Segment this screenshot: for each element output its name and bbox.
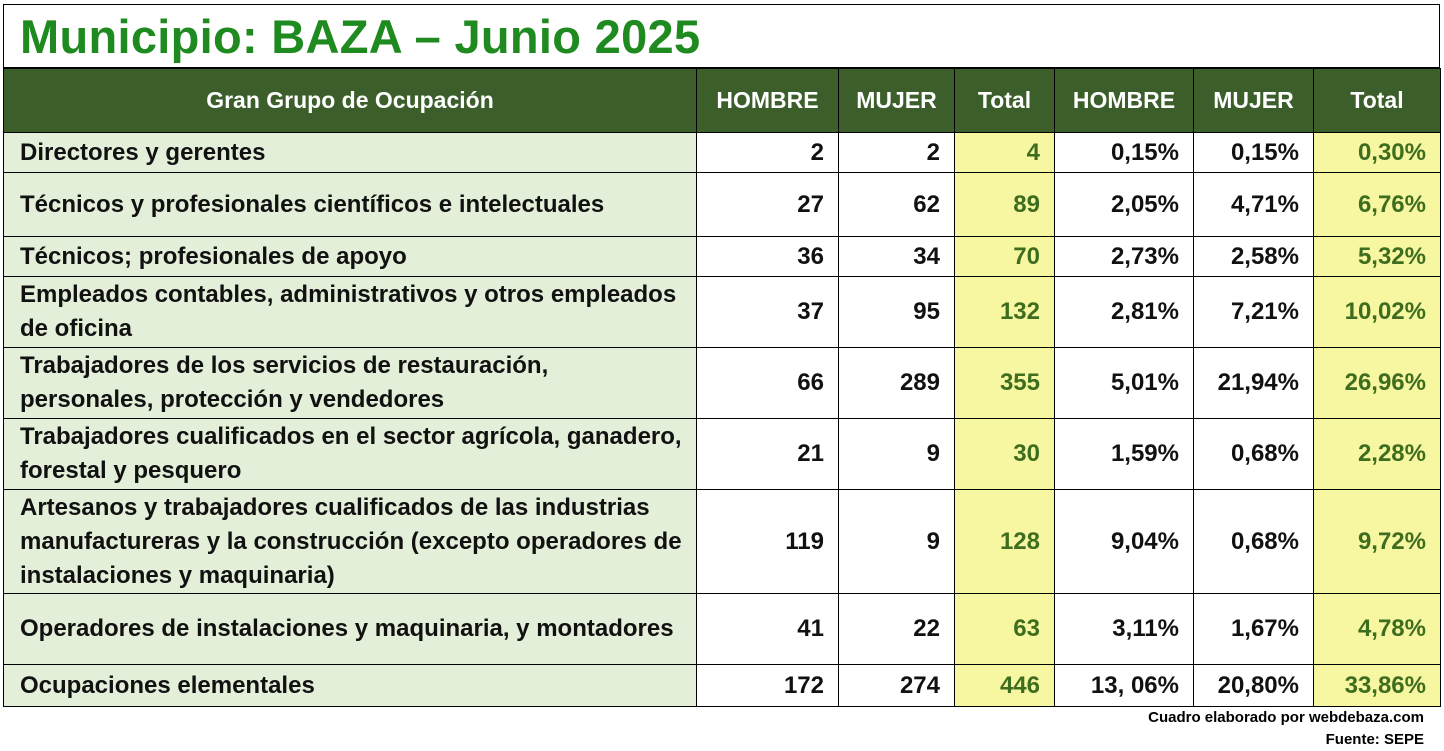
hombre-percent: 0,15% <box>1055 133 1194 173</box>
mujer-percent: 2,58% <box>1194 237 1314 277</box>
column-header: Total <box>955 69 1055 133</box>
total-count: 63 <box>955 594 1055 665</box>
total-percent: 9,72% <box>1314 490 1441 594</box>
hombre-percent: 9,04% <box>1055 490 1194 594</box>
hombre-count: 27 <box>697 173 839 237</box>
total-count: 70 <box>955 237 1055 277</box>
table-row <box>4 173 1441 237</box>
row-label: Directores y gerentes <box>4 133 697 173</box>
hombre-count: 2 <box>697 133 839 173</box>
title-bar <box>3 4 1440 68</box>
total-percent: 4,78% <box>1314 594 1441 665</box>
row-label: Trabajadores de los servicios de restauración, personales, protección y vendedores <box>4 348 697 419</box>
total-count: 132 <box>955 277 1055 348</box>
column-header: HOMBRE <box>1055 69 1194 133</box>
row-label: Artesanos y trabajadores cualificados de las industrias manufactureras y la construcción (excepto operadores de instalaciones y maquinaria) <box>4 490 697 594</box>
mujer-count: 9 <box>839 419 955 490</box>
total-count: 355 <box>955 348 1055 419</box>
hombre-count: 172 <box>697 665 839 707</box>
row-label: Ocupaciones elementales <box>4 665 697 707</box>
hombre-count: 66 <box>697 348 839 419</box>
row-label: Técnicos y profesionales científicos e intelectuales <box>4 173 697 237</box>
row-label: Empleados contables, administrativos y otros empleados de oficina <box>4 277 697 348</box>
total-percent: 33,86% <box>1314 665 1441 707</box>
column-header: MUJER <box>839 69 955 133</box>
column-header: Total <box>1314 69 1441 133</box>
total-percent: 6,76% <box>1314 173 1441 237</box>
table-row <box>4 419 1441 490</box>
hombre-count: 37 <box>697 277 839 348</box>
total-count: 30 <box>955 419 1055 490</box>
table-row <box>4 277 1441 348</box>
hombre-count: 41 <box>697 594 839 665</box>
mujer-percent: 0,68% <box>1194 490 1314 594</box>
mujer-percent: 7,21% <box>1194 277 1314 348</box>
mujer-count: 289 <box>839 348 955 419</box>
mujer-percent: 0,15% <box>1194 133 1314 173</box>
table-body <box>4 133 1441 707</box>
mujer-percent: 1,67% <box>1194 594 1314 665</box>
row-label: Trabajadores cualificados en el sector agrícola, ganadero, forestal y pesquero <box>4 419 697 490</box>
mujer-percent: 21,94% <box>1194 348 1314 419</box>
hombre-percent: 1,59% <box>1055 419 1194 490</box>
mujer-percent: 20,80% <box>1194 665 1314 707</box>
hombre-percent: 2,73% <box>1055 237 1194 277</box>
hombre-percent: 2,05% <box>1055 173 1194 237</box>
table-row <box>4 237 1441 277</box>
total-percent: 2,28% <box>1314 419 1441 490</box>
table-row <box>4 594 1441 665</box>
hombre-percent: 3,11% <box>1055 594 1194 665</box>
occupation-table <box>3 68 1441 707</box>
mujer-count: 62 <box>839 173 955 237</box>
hombre-count: 119 <box>697 490 839 594</box>
hombre-count: 21 <box>697 419 839 490</box>
row-label: Operadores de instalaciones y maquinaria, y montadores <box>4 594 697 665</box>
mujer-percent: 4,71% <box>1194 173 1314 237</box>
total-percent: 26,96% <box>1314 348 1441 419</box>
total-count: 446 <box>955 665 1055 707</box>
column-header: Gran Grupo de Ocupación <box>4 69 697 133</box>
mujer-count: 274 <box>839 665 955 707</box>
header-row <box>4 69 1441 133</box>
page-title: Municipio: BAZA – Junio 2025 <box>20 10 701 63</box>
column-header: HOMBRE <box>697 69 839 133</box>
total-percent: 5,32% <box>1314 237 1441 277</box>
hombre-percent: 5,01% <box>1055 348 1194 419</box>
mujer-count: 2 <box>839 133 955 173</box>
table-row <box>4 665 1441 707</box>
total-count: 89 <box>955 173 1055 237</box>
hombre-percent: 2,81% <box>1055 277 1194 348</box>
total-count: 128 <box>955 490 1055 594</box>
mujer-percent: 0,68% <box>1194 419 1314 490</box>
total-percent: 10,02% <box>1314 277 1441 348</box>
table-row <box>4 133 1441 173</box>
mujer-count: 95 <box>839 277 955 348</box>
total-count: 4 <box>955 133 1055 173</box>
table-row <box>4 348 1441 419</box>
mujer-count: 9 <box>839 490 955 594</box>
mujer-count: 22 <box>839 594 955 665</box>
hombre-percent: 13, 06% <box>1055 665 1194 707</box>
mujer-count: 34 <box>839 237 955 277</box>
footer-credit: Cuadro elaborado por webdebaza.com <box>1148 709 1424 726</box>
row-label: Técnicos; profesionales de apoyo <box>4 237 697 277</box>
total-percent: 0,30% <box>1314 133 1441 173</box>
hombre-count: 36 <box>697 237 839 277</box>
column-header: MUJER <box>1194 69 1314 133</box>
footer-source: Fuente: SEPE <box>1325 731 1424 748</box>
table-row <box>4 490 1441 594</box>
